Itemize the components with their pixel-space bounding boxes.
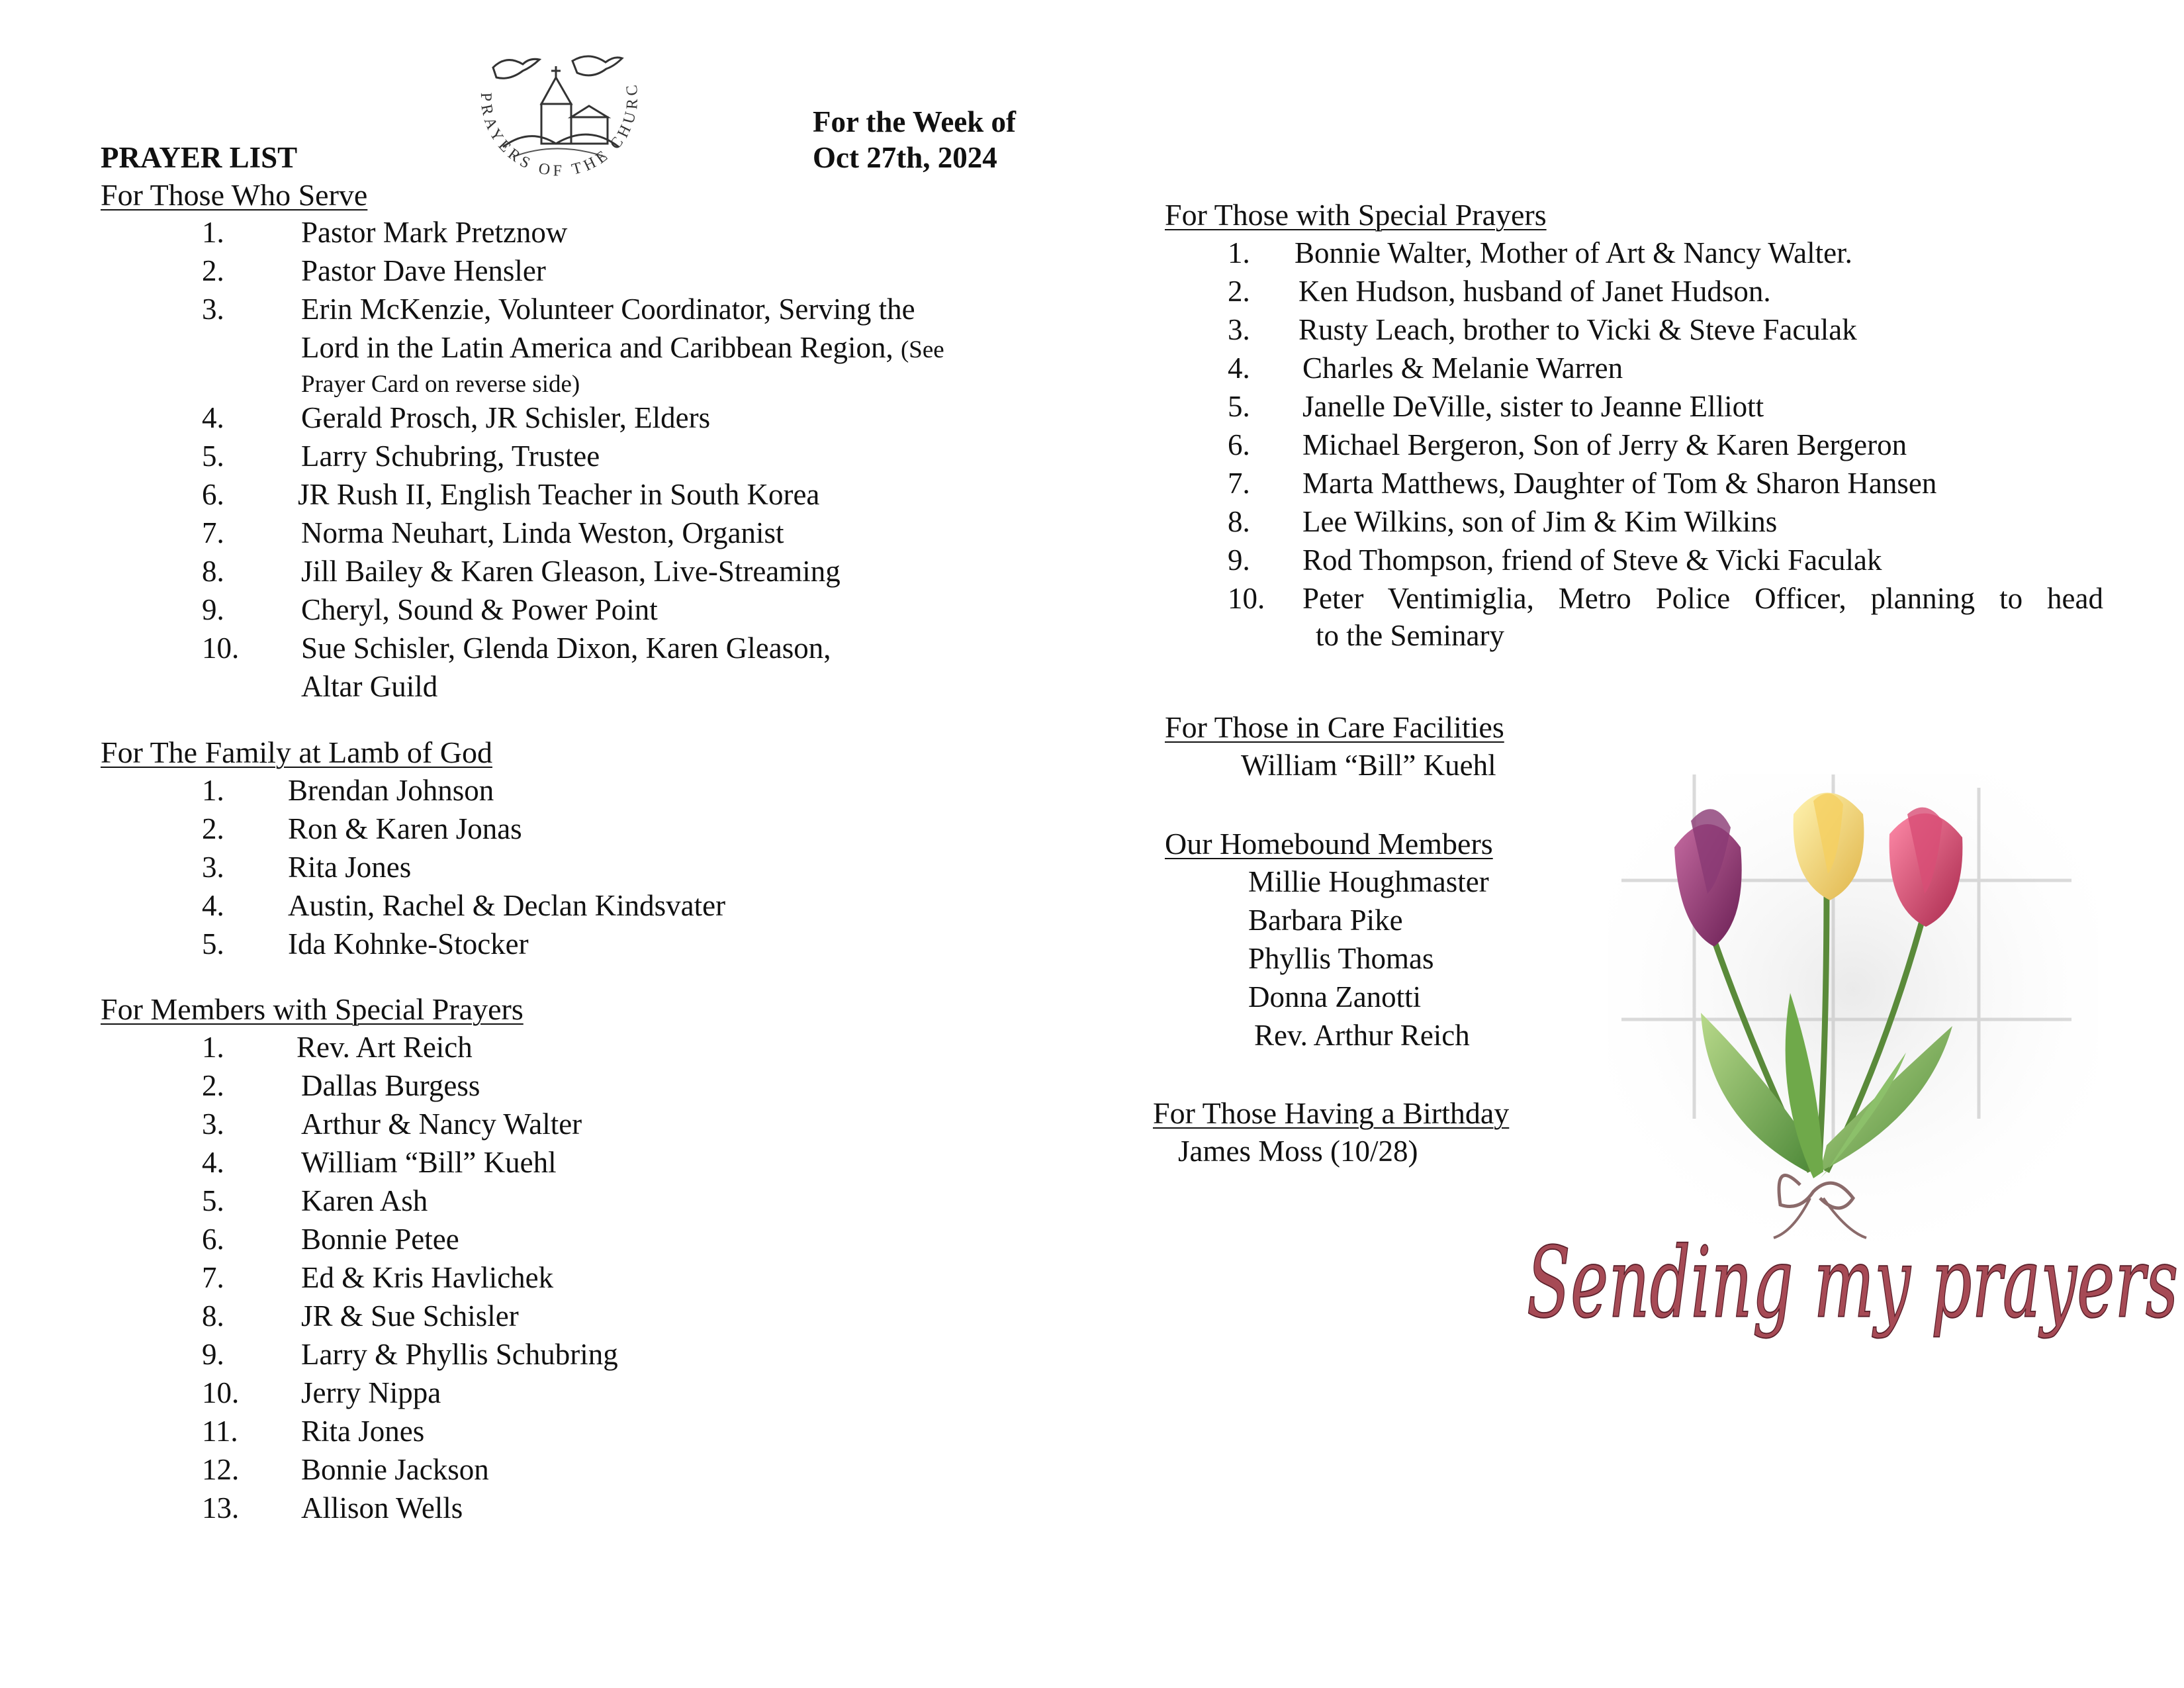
item-text-note: (See — [900, 336, 944, 363]
item-number: 9. — [1228, 543, 1250, 577]
family-heading: For The Family at Lamb of God — [101, 735, 492, 769]
list-item — [0, 554, 1125, 591]
list-item — [0, 516, 1125, 553]
homebound-item: Phyllis Thomas — [1248, 942, 1434, 975]
list-item — [0, 1068, 1125, 1105]
item-number: 4. — [202, 1146, 224, 1179]
list-item — [0, 927, 1125, 964]
list-item — [0, 1299, 1125, 1336]
list-item — [0, 888, 1125, 925]
logo-ring-text: PRAYERS OF THE CHURC — [477, 79, 642, 180]
item-text: Larry & Phyllis Schubring — [301, 1338, 618, 1371]
item-text: Austin, Rachel & Declan Kindsvater — [288, 889, 726, 922]
list-item — [1125, 581, 2118, 658]
item-number: 8. — [202, 555, 224, 588]
item-text: Rod Thompson, friend of Steve & Vicki Faculak — [1302, 543, 1882, 577]
item-text: Bonnie Walter, Mother of Art & Nancy Walter. — [1295, 236, 1852, 269]
list-item — [1125, 466, 2118, 503]
item-text: Pastor Mark Pretznow — [301, 216, 568, 249]
item-text: Pastor Dave Hensler — [301, 254, 546, 287]
list-item — [1125, 543, 2118, 580]
church-logo — [457, 41, 662, 193]
item-text: Charles & Melanie Warren — [1302, 352, 1623, 385]
item-text: Michael Bergeron, Son of Jerry & Karen Bergeron — [1302, 428, 1907, 461]
item-text: Rev. Art Reich — [296, 1031, 473, 1064]
item-number: 1. — [202, 774, 224, 807]
item-number: 5. — [202, 927, 224, 961]
item-number: 7. — [202, 1261, 224, 1294]
item-number: 6. — [202, 478, 224, 511]
item-text: Janelle DeVille, sister to Jeanne Elliott — [1302, 390, 1764, 423]
item-number: 4. — [202, 401, 224, 434]
homebound-item: Donna Zanotti — [1248, 980, 1422, 1013]
item-text: Brendan Johnson — [288, 774, 494, 807]
item-number: 3. — [1228, 313, 1250, 346]
item-text: Rusty Leach, brother to Vicki & Steve Faculak — [1298, 313, 1857, 346]
item-number: 6. — [202, 1223, 224, 1256]
item-text: Dallas Burgess — [301, 1069, 480, 1102]
birthday-heading: For Those Having a Birthday — [1153, 1096, 1510, 1130]
item-text: Bonnie Jackson — [301, 1453, 489, 1486]
homebound-item: Barbara Pike — [1248, 904, 1403, 937]
item-number: 3. — [202, 293, 224, 326]
care-item: William “Bill” Kuehl — [1241, 749, 1496, 782]
item-text: Ron & Karen Jonas — [288, 812, 522, 845]
item-text: JR Rush II, English Teacher in South Korea — [298, 478, 820, 511]
birthday-item: James Moss (10/28) — [1178, 1135, 1418, 1168]
list-item — [0, 439, 1125, 476]
list-item — [0, 400, 1125, 438]
item-number: 9. — [202, 593, 224, 626]
item-text: Cheryl, Sound & Power Point — [301, 593, 658, 626]
care-heading: For Those in Care Facilities — [1165, 710, 1504, 744]
item-text-line3: Prayer Card on reverse side) — [301, 371, 580, 398]
list-item — [0, 1107, 1125, 1144]
list-item — [0, 1491, 1125, 1528]
members-heading: For Members with Special Prayers — [101, 992, 523, 1026]
list-item — [0, 1222, 1125, 1259]
item-text: Jill Bailey & Karen Gleason, Live-Streaming — [301, 555, 841, 588]
item-number: 11. — [202, 1415, 238, 1448]
list-item — [0, 215, 1125, 252]
item-number: 6. — [1228, 428, 1250, 461]
tulip-image — [1526, 774, 2179, 1410]
item-number: 7. — [1228, 467, 1250, 500]
item-text: Arthur & Nancy Walter — [301, 1107, 582, 1141]
item-number: 5. — [202, 440, 224, 473]
item-number: 5. — [1228, 390, 1250, 423]
item-text: Ken Hudson, husband of Janet Hudson. — [1298, 275, 1771, 308]
item-text: Rita Jones — [301, 1415, 425, 1448]
item-text: Jerry Nippa — [301, 1376, 441, 1409]
item-text: Lee Wilkins, son of Jim & Kim Wilkins — [1302, 505, 1778, 538]
item-number: 5. — [202, 1184, 224, 1217]
list-item — [0, 773, 1125, 810]
list-item — [0, 592, 1125, 630]
list-item — [0, 254, 1125, 291]
list-item — [0, 1337, 1125, 1374]
item-text: Bonnie Petee — [301, 1223, 459, 1256]
item-number: 8. — [1228, 505, 1250, 538]
item-number: 12. — [202, 1453, 240, 1486]
item-number: 1. — [202, 216, 224, 249]
list-item — [1125, 236, 2118, 273]
homebound-item: Rev. Arthur Reich — [1254, 1019, 1470, 1052]
item-number: 2. — [1228, 275, 1250, 308]
item-number: 7. — [202, 516, 224, 549]
item-text: Norma Neuhart, Linda Weston, Organist — [301, 516, 784, 549]
item-text: Gerald Prosch, JR Schisler, Elders — [301, 401, 711, 434]
item-text-line2: Altar Guild — [301, 670, 438, 703]
item-text: Marta Matthews, Daughter of Tom & Sharon Hansen — [1302, 467, 1937, 500]
item-text: Karen Ash — [301, 1184, 428, 1217]
item-text: Rita Jones — [288, 851, 412, 884]
item-text-line2: to the Seminary — [1316, 619, 1504, 652]
item-number: 13. — [202, 1491, 240, 1524]
svg-text:PRAYERS OF THE CHURCH — [457, 41, 641, 179]
list-item — [0, 1414, 1125, 1451]
item-text: Ed & Kris Havlichek — [301, 1261, 554, 1294]
serve-heading: For Those Who Serve — [101, 178, 368, 212]
list-item — [0, 1452, 1125, 1489]
item-text: William “Bill” Kuehl — [301, 1146, 557, 1179]
item-text: Ida Kohnke-Stocker — [288, 927, 529, 961]
item-number: 3. — [202, 851, 224, 884]
list-item — [0, 812, 1125, 849]
tulip-caption: Sending my prayers — [1526, 1226, 2179, 1340]
item-text: JR & Sue Schisler — [301, 1299, 519, 1333]
list-item — [0, 1145, 1125, 1182]
item-text: Erin McKenzie, Volunteer Coordinator, Serving the — [301, 293, 915, 326]
list-item — [0, 1260, 1125, 1297]
item-number: 1. — [202, 1031, 224, 1064]
item-number: 2. — [202, 1069, 224, 1102]
item-number: 2. — [202, 254, 224, 287]
list-item — [0, 1376, 1125, 1413]
list-item — [1125, 504, 2118, 541]
item-text: Allison Wells — [301, 1491, 463, 1524]
list-item — [0, 1030, 1125, 1067]
list-item — [1125, 312, 2118, 350]
week-date: Oct 27th, 2024 — [813, 141, 997, 174]
item-number: 4. — [202, 889, 224, 922]
item-number: 10. — [202, 632, 240, 665]
item-text: Sue Schisler, Glenda Dixon, Karen Gleason, — [301, 632, 831, 665]
page-title: PRAYER LIST — [101, 141, 298, 174]
list-item — [0, 850, 1125, 887]
list-item — [1125, 428, 2118, 465]
list-item — [1125, 351, 2118, 388]
list-item — [0, 1184, 1125, 1221]
item-number: 1. — [1228, 236, 1250, 269]
homebound-heading: Our Homebound Members — [1165, 827, 1493, 861]
item-text-line2: Lord in the Latin America and Caribbean Region, — [301, 331, 893, 364]
item-number: 8. — [202, 1299, 224, 1333]
item-number: 3. — [202, 1107, 224, 1141]
item-number: 4. — [1228, 352, 1250, 385]
item-text: Larry Schubring, Trustee — [301, 440, 600, 473]
item-number: 2. — [202, 812, 224, 845]
list-item — [0, 631, 1125, 708]
item-text: Peter Ventimiglia, Metro Police Officer, planning to head — [1302, 582, 2103, 615]
item-number: 10. — [1228, 582, 1265, 615]
list-item — [1125, 389, 2118, 426]
list-item — [0, 477, 1125, 514]
item-number: 10. — [202, 1376, 240, 1409]
week-label: For the Week of — [813, 105, 1017, 138]
special-heading: For Those with Special Prayers — [1165, 198, 1547, 232]
homebound-item: Millie Houghmaster — [1248, 865, 1489, 898]
list-item — [0, 292, 1125, 408]
list-item — [1125, 274, 2118, 311]
item-number: 9. — [202, 1338, 224, 1371]
